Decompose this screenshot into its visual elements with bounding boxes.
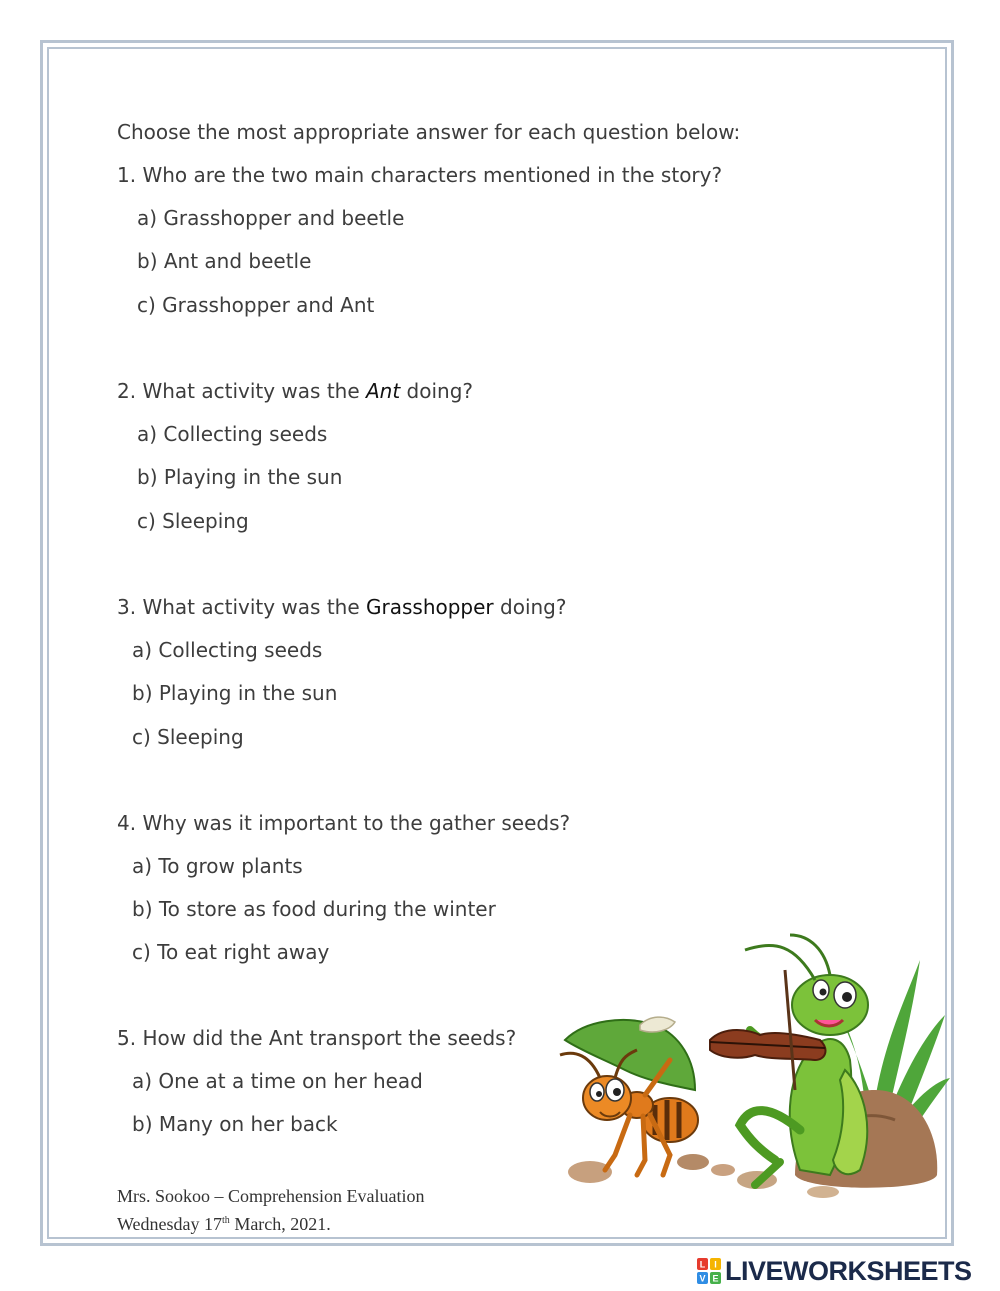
mark-letter-l: L	[699, 1259, 706, 1270]
footer-date-sup: th	[222, 1215, 230, 1226]
q2-option-b[interactable]: b) Playing in the sun	[137, 465, 343, 489]
ant-icon	[560, 1017, 698, 1175]
question-4: 4. Why was it important to the gather seeds?	[117, 811, 571, 835]
q1-option-c[interactable]: c) Grasshopper and Ant	[137, 293, 375, 317]
footer-date-line	[117, 1210, 331, 1235]
question-1: 1. Who are the two main characters mentioned in the story?	[117, 163, 723, 187]
mark-letter-e: E	[712, 1273, 719, 1284]
question-2-suffix: doing?	[400, 379, 474, 403]
question-2-prefix: 2. What activity was the	[117, 379, 366, 403]
q3-option-b[interactable]: b) Playing in the sun	[132, 681, 338, 705]
q2-option-a[interactable]: a) Collecting seeds	[137, 422, 328, 446]
question-3-suffix: doing?	[493, 595, 567, 619]
q1-option-a[interactable]: a) Grasshopper and beetle	[137, 206, 405, 230]
question-5: 5. How did the Ant transport the seeds?	[117, 1026, 517, 1050]
q3-option-c[interactable]: c) Sleeping	[132, 725, 244, 749]
q1-option-b[interactable]: b) Ant and beetle	[137, 249, 312, 273]
liveworksheets-logo[interactable]	[697, 1257, 972, 1285]
q4-option-a[interactable]: a) To grow plants	[132, 854, 303, 878]
question-2	[117, 378, 473, 404]
footer-date-start: Wednesday 17	[117, 1214, 223, 1234]
q3-option-a[interactable]: a) Collecting seeds	[132, 638, 323, 662]
question-3	[117, 594, 567, 620]
instruction-text: Choose the most appropriate answer for each question below:	[117, 120, 741, 144]
question-3-highlight: Grasshopper	[366, 595, 494, 619]
liveworksheets-wordmark: LIVEWORKSHEETS	[725, 1255, 972, 1286]
question-3-prefix: 3. What activity was the	[117, 595, 366, 619]
footer-date-end: March, 2021.	[229, 1214, 331, 1234]
liveworksheets-mark-icon	[697, 1258, 721, 1284]
mark-letter-v: V	[699, 1273, 706, 1284]
q4-option-c[interactable]: c) To eat right away	[132, 940, 330, 964]
question-2-highlight: Ant	[366, 379, 401, 403]
q5-option-b[interactable]: b) Many on her back	[132, 1112, 338, 1136]
ant-grasshopper-illustration	[545, 930, 955, 1205]
q5-option-a[interactable]: a) One at a time on her head	[132, 1069, 423, 1093]
q4-option-b[interactable]: b) To store as food during the winter	[132, 897, 496, 921]
mark-letter-i: I	[714, 1259, 717, 1270]
footer-teacher-line: Mrs. Sookoo – Comprehension Evaluation	[117, 1186, 425, 1206]
q2-option-c[interactable]: c) Sleeping	[137, 509, 249, 533]
